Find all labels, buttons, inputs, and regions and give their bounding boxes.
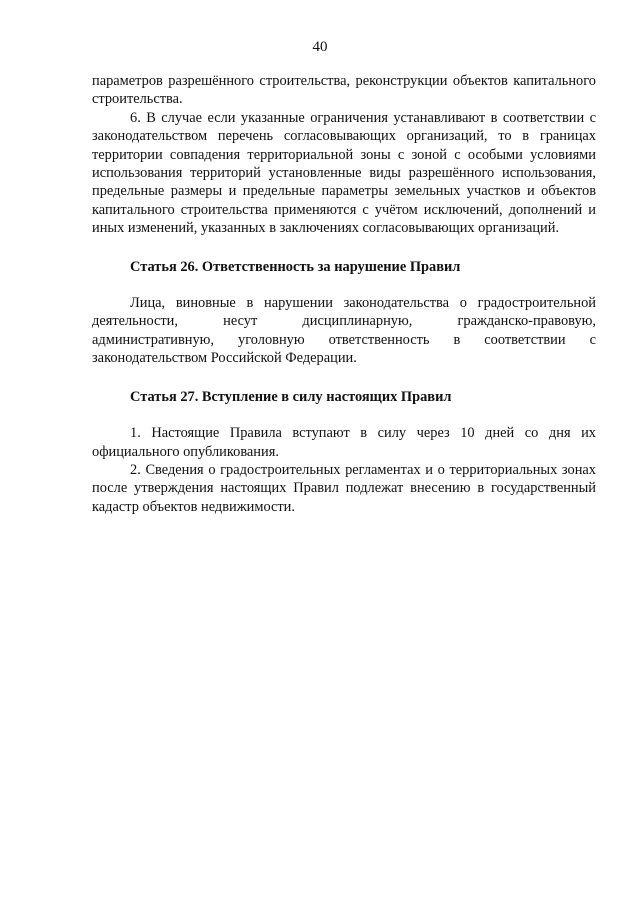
article-27-heading: Статья 27. Вступление в силу настоящих Правил: [130, 388, 452, 405]
page-number: 40: [312, 39, 328, 55]
article-27-item-1: 1. Настоящие Правила вступают в силу через 10 дней со дня их официального опубликования.: [92, 425, 596, 460]
paragraph-item-6: 6. В случае если указанные ограничения устанавливают в соответствии с законодательством перечень согласовывающих организаций, то в границах территории совпадения территориальной зоны с зоной с особыми условиями использования территорий установленные виды разрешённого использования, предельные размеры и предельные параметры земельных участков и объектов капитального строительства применяются с учётом исключений, дополнений и иных изменений, указанных в заключениях согласовывающих организаций.: [92, 109, 596, 237]
document-body: [92, 72, 596, 516]
paragraph-continuation: параметров разрешённого строительства, реконструкции объектов капитального строительства.: [92, 73, 596, 108]
article-26-text: Лица, виновные в нарушении законодательства о градостроительной деятельности, несут дисциплинарную, гражданско-правовую, административную, уголовную ответственность в соответствии с законодательством Российской Федерации.: [92, 295, 596, 367]
article-27-item-2: 2. Сведения о градостроительных регламентах и о территориальных зонах после утверждения настоящих Правил подлежат внесению в государственный кадастр объектов недвижимости.: [92, 461, 596, 515]
article-26-heading: Статья 26. Ответственность за нарушение Правил: [130, 258, 461, 275]
